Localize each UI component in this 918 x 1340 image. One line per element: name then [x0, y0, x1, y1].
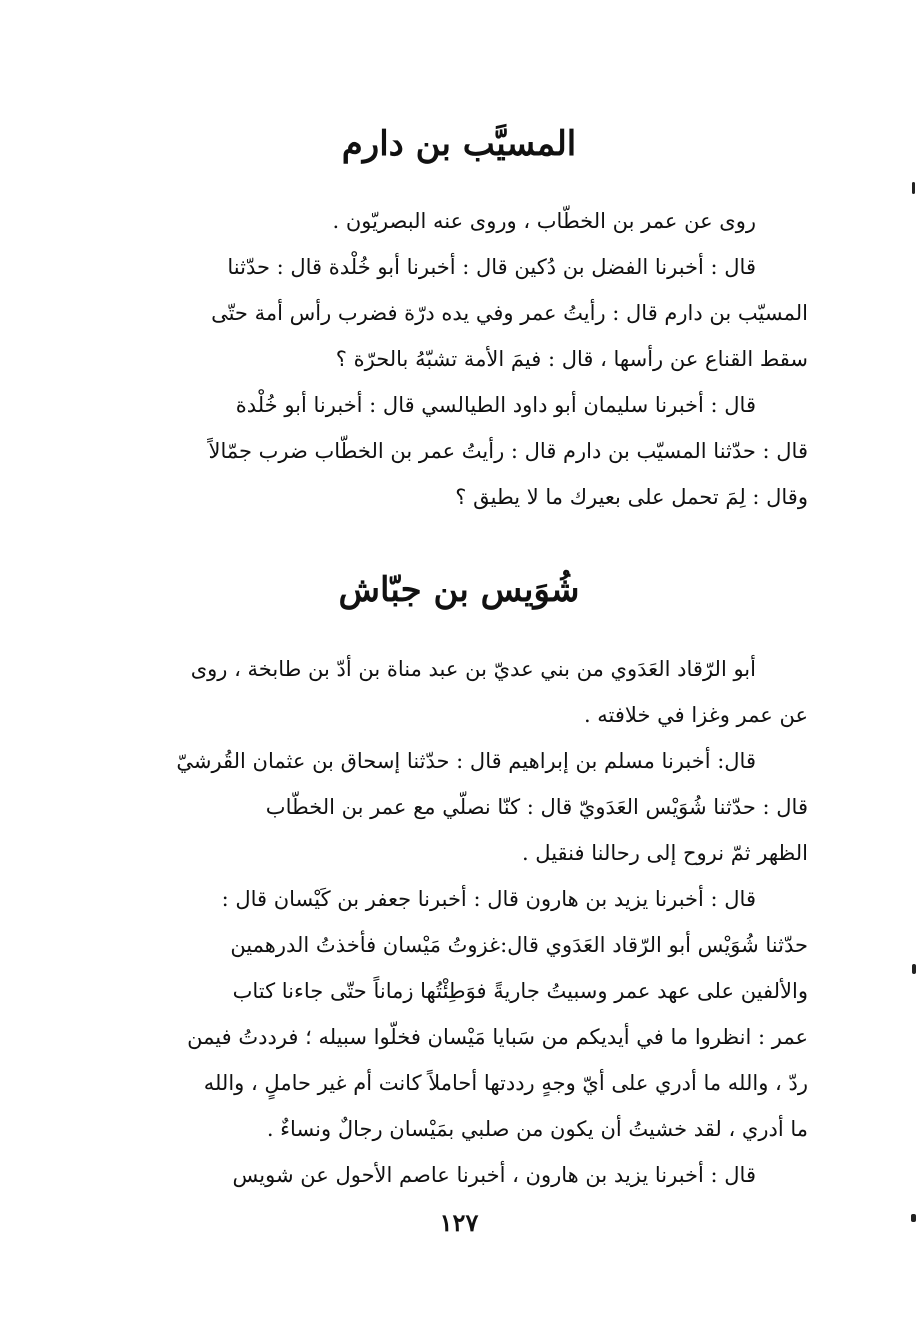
text-line: عن عمر وغزا في خلافته . [583, 703, 808, 727]
text-line: قال: أخبرنا مسلم بن إبراهيم قال : حدّثنا إسحاق بن عثمان القُرشيّ [176, 749, 756, 773]
text-line: قال : أخبرنا يزيد بن هارون قال : أخبرنا جعفر بن كَيْسان قال : [221, 887, 756, 911]
text-line: قال : أخبرنا سليمان أبو داود الطيالسي قال : أخبرنا أبو خُلْدة [235, 393, 756, 417]
section-title-shuways: شُوَيس بن جبّاش [338, 570, 580, 610]
text-line: سقط القناع عن رأسها ، قال : فيمَ الأمة تشبّهُ بالحرّة ؟ [335, 347, 808, 371]
page-number: ١٢٧ [439, 1208, 479, 1237]
text-line: ما أدري ، لقد خشيتُ أن يكون من صلبي بمَيْسان رجالٌ ونساءٌ . [266, 1117, 808, 1141]
scan-edge-mark [912, 182, 915, 194]
section-body-shuways [104, 646, 808, 1198]
text-line: الظهر ثمّ نروح إلى رحالنا فنقيل . [521, 841, 808, 865]
text-line: عمر : انظروا ما في أيديكم من سَبايا مَيْسان فخلّوا سبيله ؛ فرددتُ فيمن [187, 1025, 808, 1049]
text-line: قال : حدّثنا المسيّب بن دارم قال : رأيتُ عمر بن الخطّاب ضرب جمّالاً [208, 439, 808, 463]
section-body-musayyab [104, 198, 808, 520]
text-line: قال : أخبرنا يزيد بن هارون ، أخبرنا عاصم الأحول عن شويس [232, 1163, 756, 1187]
text-line: والألفين على عهد عمر وسبيتُ جاريةً فوَطِئْتُها زماناً حتّى جاءنا كتاب [232, 979, 808, 1003]
text-line: قال : أخبرنا الفضل بن دُكين قال : أخبرنا أبو خُلْدة قال : حدّثنا [227, 255, 756, 279]
text-line: المسيّب بن دارم قال : رأيتُ عمر وفي يده درّة فضرب رأس أمة حتّى [211, 301, 808, 325]
text-line: حدّثنا شُوَيْس أبو الرّقاد العَدَوي قال:غزوتُ مَيْسان فأخذتُ الدرهمين [230, 933, 808, 957]
text-line: قال : حدّثنا شُوَيْس العَدَويّ قال : كنّا نصلّي مع عمر بن الخطّاب [265, 795, 808, 819]
text-line: ردّ ، والله ما أدري على أيّ وجهٍ رددتها أحاملاً كانت أم غير حاملٍ ، والله [203, 1071, 808, 1095]
text-line: أبو الرّقاد العَدَوي من بني عديّ بن عبد مناة بن أدّ بن طابخة ، روى [190, 657, 756, 681]
text-line: روى عن عمر بن الخطّاب ، وروى عنه البصريّون . [332, 209, 756, 233]
scan-edge-mark [912, 964, 916, 974]
text-line: وقال : لِمَ تحمل على بعيرك ما لا يطيق ؟ [455, 485, 808, 509]
section-title-musayyab: المسيَّب بن دارم [341, 124, 577, 164]
scan-edge-mark [911, 1214, 916, 1222]
